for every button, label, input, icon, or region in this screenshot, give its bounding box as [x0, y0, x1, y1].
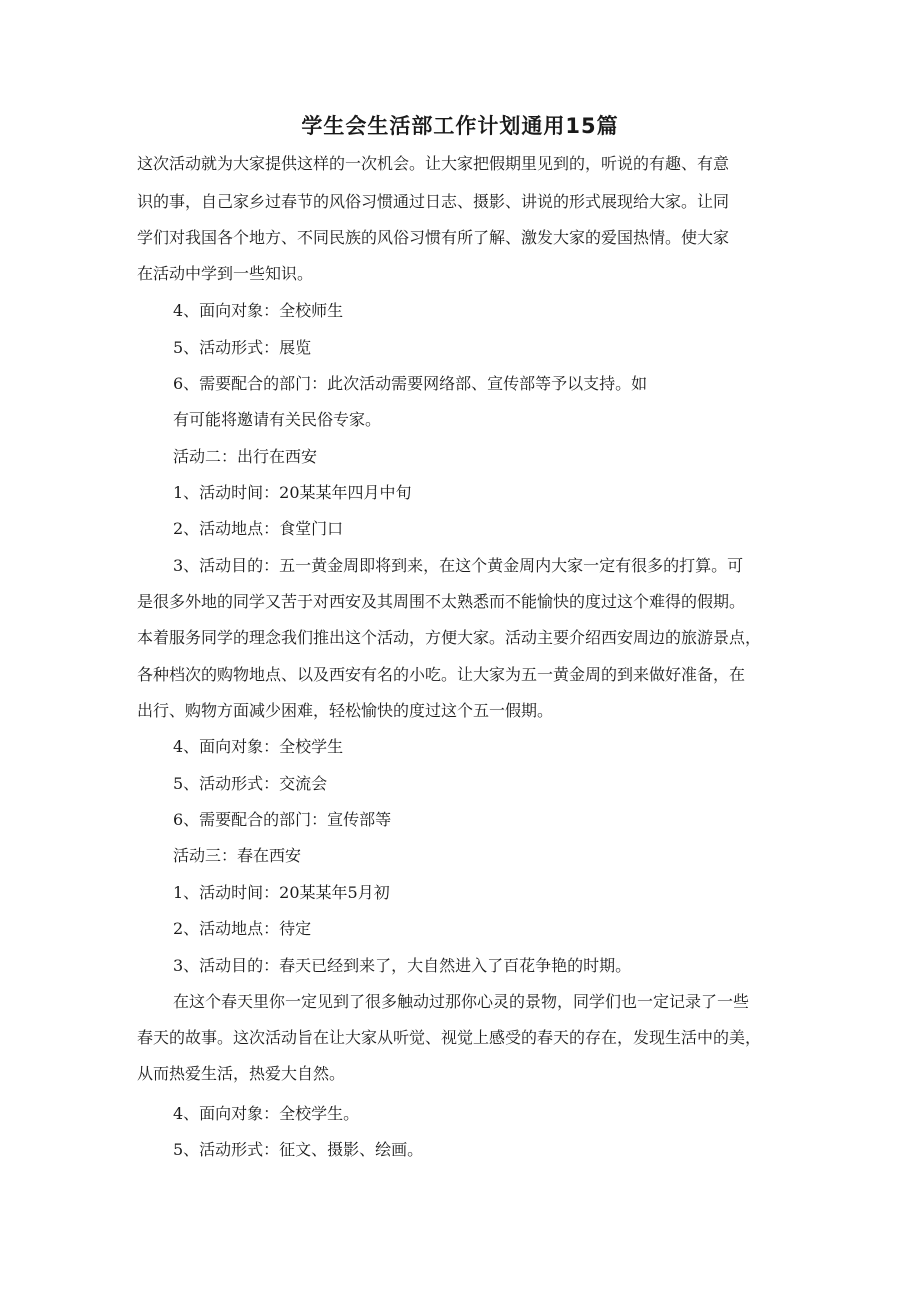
list-item: 2、活动地点：食堂门口	[173, 519, 344, 538]
list-item: 6、需要配合的部门：宣传部等	[173, 810, 392, 829]
paragraph-line: 学们对我国各个地方、不同民族的风俗习惯有所了解、激发大家的爱国热情。使大家	[137, 228, 730, 247]
paragraph-line: 识的事，自己家乡过春节的风俗习惯通过日志、摄影、讲说的形式展现给大家。让同	[137, 192, 730, 211]
paragraph-line: 有可能将邀请有关民俗专家。	[173, 410, 382, 429]
list-item: 4、面向对象：全校师生	[173, 301, 344, 320]
list-item: 1、活动时间：20某某年5月初	[173, 883, 390, 902]
paragraph-line: 是很多外地的同学又苦于对西安及其周围不太熟悉而不能愉快的度过这个难得的假期。	[137, 592, 746, 611]
list-item: 3、活动目的：五一黄金周即将到来，在这个黄金周内大家一定有很多的打算。可	[173, 556, 744, 575]
section-heading: 活动三：春在西安	[173, 846, 302, 865]
paragraph-line: 在活动中学到一些知识。	[137, 264, 314, 283]
list-item: 6、需要配合的部门：此次活动需要网络部、宣传部等予以支持。如	[173, 374, 648, 393]
list-item: 4、面向对象：全校学生。	[173, 1104, 360, 1123]
section-heading: 活动二：出行在西安	[173, 447, 318, 466]
paragraph-line: 春天的故事。这次活动旨在让大家从听觉、视觉上感受的春天的存在，发现生活中的美，	[137, 1028, 762, 1047]
list-item: 4、面向对象：全校学生	[173, 737, 344, 756]
paragraph-line: 本着服务同学的理念我们推出这个活动，方便大家。活动主要介绍西安周边的旅游景点，	[137, 628, 762, 647]
list-item: 5、活动形式：展览	[173, 338, 312, 357]
document-title: 学生会生活部工作计划通用15篇	[301, 114, 619, 138]
list-item: 5、活动形式：征文、摄影、绘画。	[173, 1140, 424, 1159]
paragraph-line: 在这个春天里你一定见到了很多触动过那你心灵的景物，同学们也一定记录了一些	[173, 992, 750, 1011]
paragraph-line: 从而热爱生活，热爱大自然。	[137, 1064, 346, 1083]
list-item: 3、活动目的：春天已经到来了，大自然进入了百花争艳的时期。	[173, 956, 632, 975]
list-item: 5、活动形式：交流会	[173, 774, 328, 793]
paragraph-line: 出行、购物方面减少困难，轻松愉快的度过这个五一假期。	[137, 701, 554, 720]
paragraph-line: 各种档次的购物地点、以及西安有名的小吃。让大家为五一黄金周的到来做好准备，在	[137, 665, 746, 684]
paragraph-line: 这次活动就为大家提供这样的一次机会。让大家把假期里见到的，听说的有趣、有意	[137, 154, 730, 173]
list-item: 1、活动时间：20某某年四月中旬	[173, 483, 412, 502]
list-item: 2、活动地点：待定	[173, 919, 312, 938]
